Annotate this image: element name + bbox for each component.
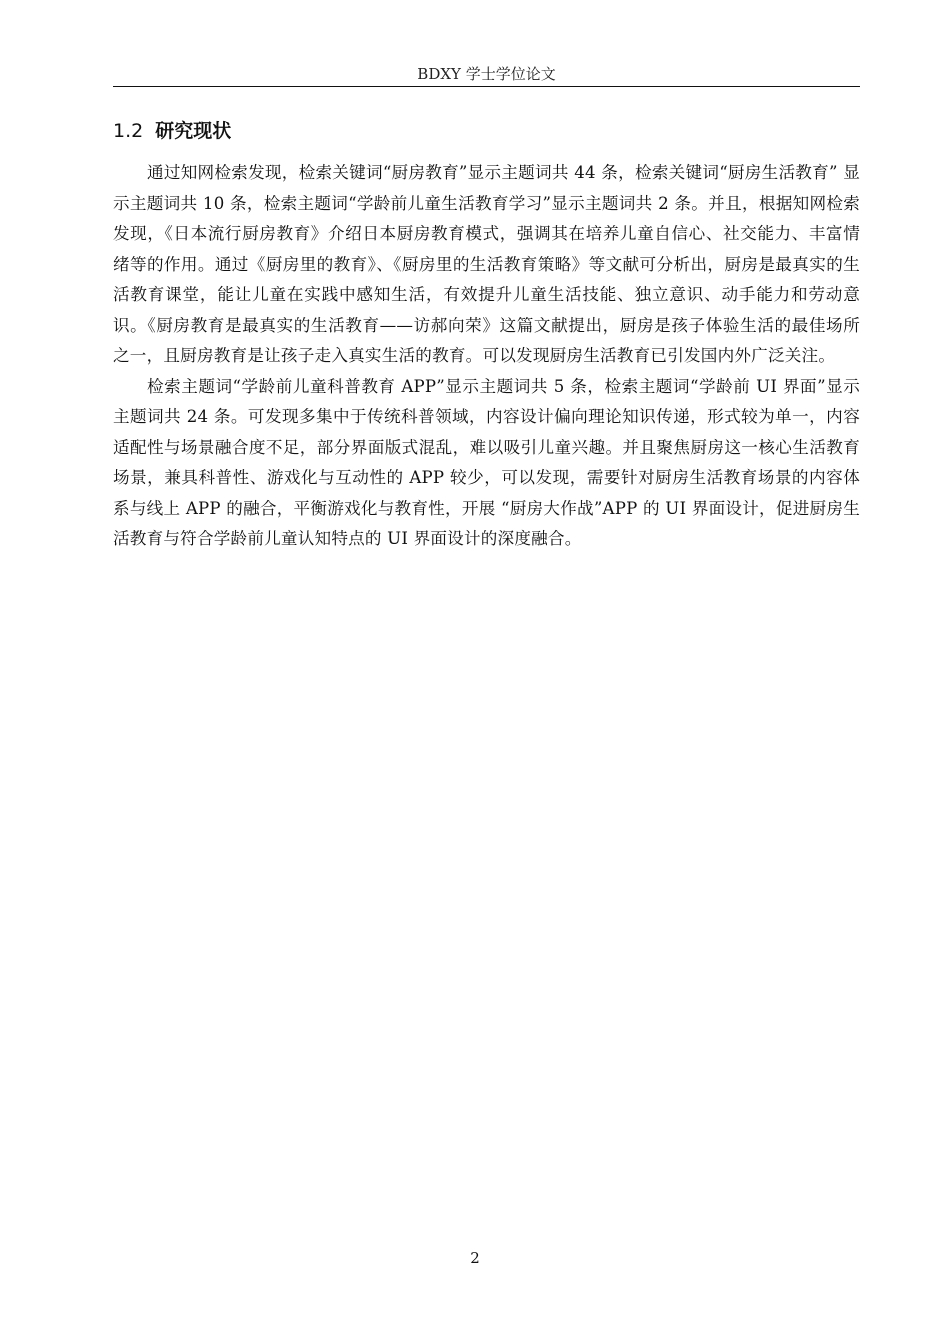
page-number: 2 xyxy=(470,1249,480,1267)
header-divider xyxy=(113,86,860,87)
paragraph: 通过知网检索发现，检索关键词“厨房教育”显示主题词共 44 条，检索关键词“厨房生活教育” 显示主题词共 10 条，检索主题词“学龄前儿童生活教育学习”显示主题词共 2 条。并且，根据知网检索发现，《日本流行厨房教育》介绍日本厨房教育模式，强调其在培养儿童自信心、社交能力、丰富情绪等的作用。通过《厨房里的教育》、《厨房里的生活教育策略》等文献可分析出，厨房是最真实的生活教育课堂，能让儿童在实践中感知生活，有效提升儿童生活技能、独立意识、动手能力和劳动意识。《厨房教育是最真实的生活教育——访郝向荣》这篇文献提出，厨房是孩子体验生活的最佳场所之一，且厨房教育是让孩子走入真实生活的教育。可以发现厨房生活教育已引发国内外广泛关注。 xyxy=(113,163,860,365)
running-header: BDXY 学士学位论文 xyxy=(417,65,556,83)
paragraph: 检索主题词“学龄前儿童科普教育 APP”显示主题词共 5 条，检索主题词“学龄前 UI 界面”显示主题词共 24 条。可发现多集中于传统科普领域，内容设计偏向理论知识传递，形式较为单一，内容适配性与场景融合度不足，部分界面版式混乱，难以吸引儿童兴趣。并且聚焦厨房这一核心生活教育场景，兼具科普性、游戏化与互动性的 APP 较少，可以发现，需要针对厨房生活教育场景的内容体系与线上 APP 的融合，平衡游戏化与教育性，开展 “厨房大作战”APP 的 UI 界面设计，促进厨房生活教育与符合学龄前儿童认知特点的 UI 界面设计的深度融合。 xyxy=(113,376,860,548)
body-text xyxy=(113,158,860,555)
section-heading xyxy=(113,117,231,145)
section-number: 1.2 xyxy=(113,120,144,142)
section-title: 研究现状 xyxy=(155,120,232,142)
